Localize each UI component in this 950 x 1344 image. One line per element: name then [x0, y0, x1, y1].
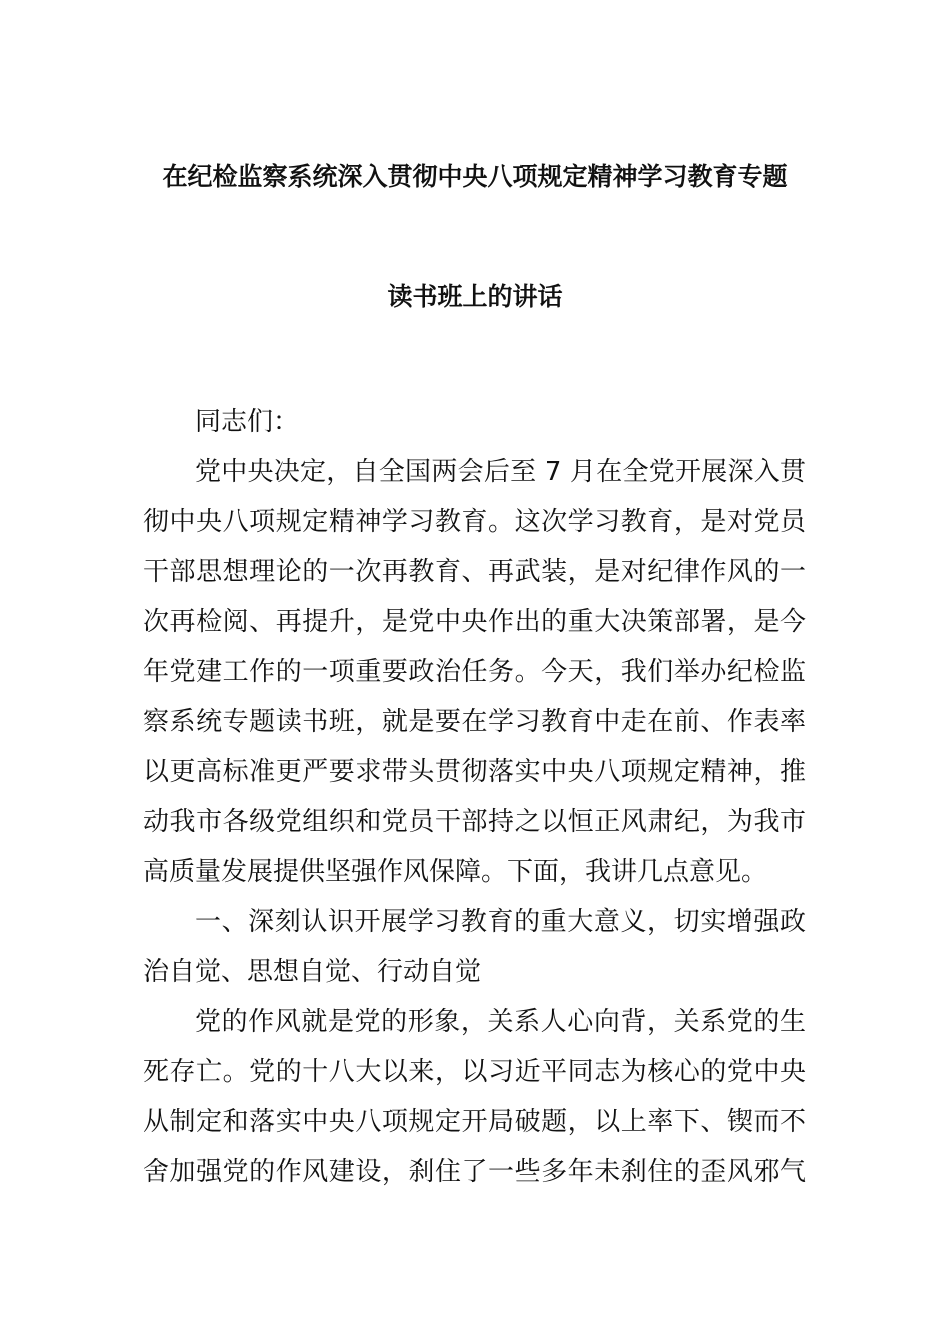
section-heading-line: 治自觉、思想自觉、行动自觉	[143, 957, 482, 987]
paragraph-line: 党中央决定，自全国两会后至 7 月在全党开展深入贯	[195, 457, 806, 487]
paragraph-line: 舍加强党的作风建设，刹住了一些多年未刹住的歪风邪气	[143, 1157, 806, 1187]
paragraph-line: 高质量发展提供坚强作风保障。下面，我讲几点意见。	[143, 857, 768, 887]
paragraph-line: 以更高标准更严要求带头贯彻落实中央八项规定精神，推	[143, 757, 806, 787]
paragraph-line: 察系统专题读书班，就是要在学习教育中走在前、作表率	[143, 707, 806, 737]
paragraph-line: 年党建工作的一项重要政治任务。今天，我们举办纪检监	[143, 657, 806, 687]
paragraph-line: 党的作风就是党的形象，关系人心向背，关系党的生	[195, 1007, 806, 1037]
section-heading-line: 一、深刻认识开展学习教育的重大意义，切实增强政	[195, 907, 806, 937]
paragraph-line: 动我市各级党组织和党员干部持之以恒正风肃纪，为我市	[143, 807, 806, 837]
document-title-line-2: 读书班上的讲话	[387, 282, 563, 311]
paragraph-line: 彻中央八项规定精神学习教育。这次学习教育，是对党员	[143, 507, 806, 537]
paragraph-line: 死存亡。党的十八大以来，以习近平同志为核心的党中央	[143, 1057, 806, 1087]
salutation: 同志们：	[195, 407, 300, 437]
paragraph-line: 干部思想理论的一次再教育、再武装，是对纪律作风的一	[143, 557, 806, 587]
document-title-line-1: 在纪检监察系统深入贯彻中央八项规定精神学习教育专题	[162, 162, 788, 191]
paragraph-line: 从制定和落实中央八项规定开局破题，以上率下、锲而不	[143, 1107, 806, 1137]
paragraph-line: 次再检阅、再提升，是党中央作出的重大决策部署，是今	[143, 607, 806, 637]
